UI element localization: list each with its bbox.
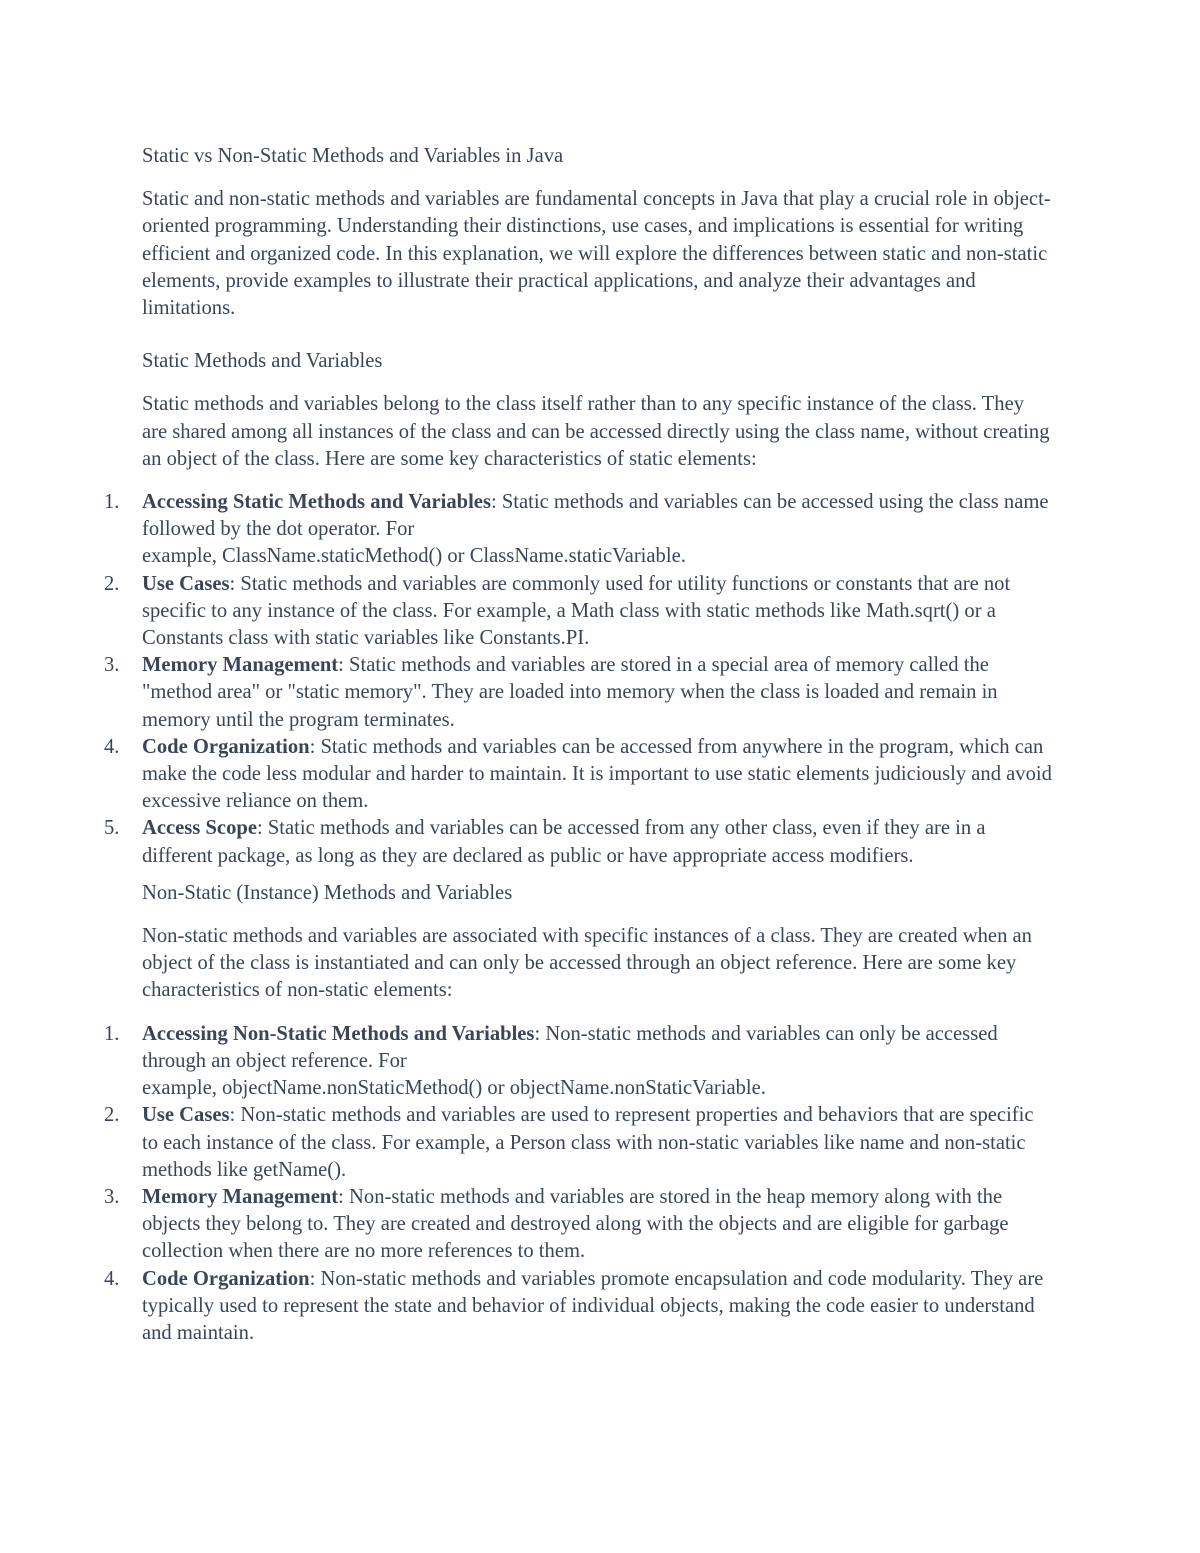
list-item-text: : Non-static methods and variables promote encapsulation and code modularity. They are typically used to represent the state and behavior of individual objects, making the code easier to understand and maintain. bbox=[142, 1267, 1044, 1344]
list-item-example: example, ClassName.staticMethod() or ClassName.staticVariable. bbox=[142, 545, 686, 568]
list-item bbox=[104, 489, 1054, 571]
list-item-term: Code Organization bbox=[142, 1267, 310, 1290]
static-characteristics-list bbox=[104, 489, 1054, 870]
list-item-number: 5. bbox=[104, 817, 120, 840]
static-section-intro: Static methods and variables belong to the class itself rather than to any specific instance of the class. They are shared among all instances of the class and can be accessed directly using the class name, without creating an object of the class. Here are some key characteristics of static elements: bbox=[142, 393, 1050, 470]
list-item-term: Memory Management bbox=[142, 1185, 339, 1208]
list-item-term: Memory Management bbox=[142, 654, 339, 677]
list-item-text: : Non-static methods and variables are stored in the heap memory along with the objects they belong to. They are created and destroyed along with the objects and are eligible for garbage collection when there are no more references to them. bbox=[142, 1185, 1009, 1263]
list-item-number: 2. bbox=[104, 1104, 120, 1127]
list-item-term: Accessing Static Methods and Variables bbox=[142, 491, 491, 514]
list-item-number: 3. bbox=[104, 654, 120, 677]
list-item bbox=[104, 652, 1054, 734]
list-item-term: Use Cases bbox=[142, 572, 230, 595]
list-item-text: : Static methods and variables can be accessed from anywhere in the program, which can make the code less modular and harder to maintain. It is important to use static elements judiciously and avoid excessive reliance on them. bbox=[142, 735, 1052, 813]
nonstatic-characteristics-list bbox=[104, 1021, 1054, 1347]
list-item-term: Accessing Non-Static Methods and Variables bbox=[142, 1022, 535, 1045]
list-item-number: 1. bbox=[104, 491, 120, 514]
list-item-term: Use Cases bbox=[142, 1104, 230, 1127]
nonstatic-section-heading: Non-Static (Instance) Methods and Variables bbox=[142, 881, 513, 904]
list-item-text: : Non-static methods and variables can only be accessed through an object reference. For bbox=[142, 1022, 998, 1072]
list-item-number: 2. bbox=[104, 572, 120, 595]
list-item bbox=[104, 1102, 1054, 1184]
list-item-example: example, objectName.nonStaticMethod() or objectName.nonStaticVariable. bbox=[142, 1077, 766, 1100]
list-item-number: 3. bbox=[104, 1185, 120, 1208]
list-item bbox=[104, 1266, 1054, 1348]
list-item-number: 4. bbox=[104, 735, 120, 758]
list-item-text: : Static methods and variables can be accessed from any other class, even if they are in a different package, as long as they are declared as public or have appropriate access modifiers. bbox=[142, 817, 986, 867]
list-item-text: : Non-static methods and variables are used to represent properties and behaviors that are specific to each instance of the class. For example, a Person class with non-static variables like name and non-static methods like getName(). bbox=[142, 1104, 1034, 1181]
list-item bbox=[104, 815, 1054, 869]
list-item-number: 4. bbox=[104, 1267, 120, 1290]
list-item bbox=[104, 1184, 1054, 1266]
list-item-text: : Static methods and variables are commonly used for utility functions or constants that are not specific to any instance of the class. For example, a Math class with static methods like Math.sqrt() or a Constants class with static variables like Constants.PI. bbox=[142, 572, 1011, 650]
nonstatic-section-intro: Non-static methods and variables are associated with specific instances of a class. They are created when an object of the class is instantiated and can only be accessed through an object reference. Here are some key characteristics of non-static elements: bbox=[142, 925, 1032, 1002]
list-item-text: : Static methods and variables can be accessed using the class name followed by the dot operator. For bbox=[142, 491, 1049, 541]
list-item bbox=[104, 734, 1054, 816]
list-item-term: Access Scope bbox=[142, 817, 257, 840]
list-item-term: Code Organization bbox=[142, 735, 310, 758]
list-item bbox=[104, 1021, 1054, 1103]
list-item-number: 1. bbox=[104, 1022, 120, 1045]
intro-paragraph: Static and non-static methods and variables are fundamental concepts in Java that play a crucial role in object-oriented programming. Understanding their distinctions, use cases, and implications is essential for writing efficient and organized code. In this explanation, we will explore the differences between static and non-static elements, provide examples to illustrate their practical applications, and analyze their advantages and limitations. bbox=[142, 188, 1051, 320]
document-title: Static vs Non-Static Methods and Variables in Java bbox=[142, 145, 564, 167]
list-item bbox=[104, 571, 1054, 653]
document-body bbox=[104, 143, 1054, 1357]
list-item-text: : Static methods and variables are stored in a special area of memory called the "method area" or "static memory". They are loaded into memory when the class is loaded and remain in memory until the program terminates. bbox=[142, 654, 998, 731]
static-section-heading: Static Methods and Variables bbox=[142, 350, 383, 373]
